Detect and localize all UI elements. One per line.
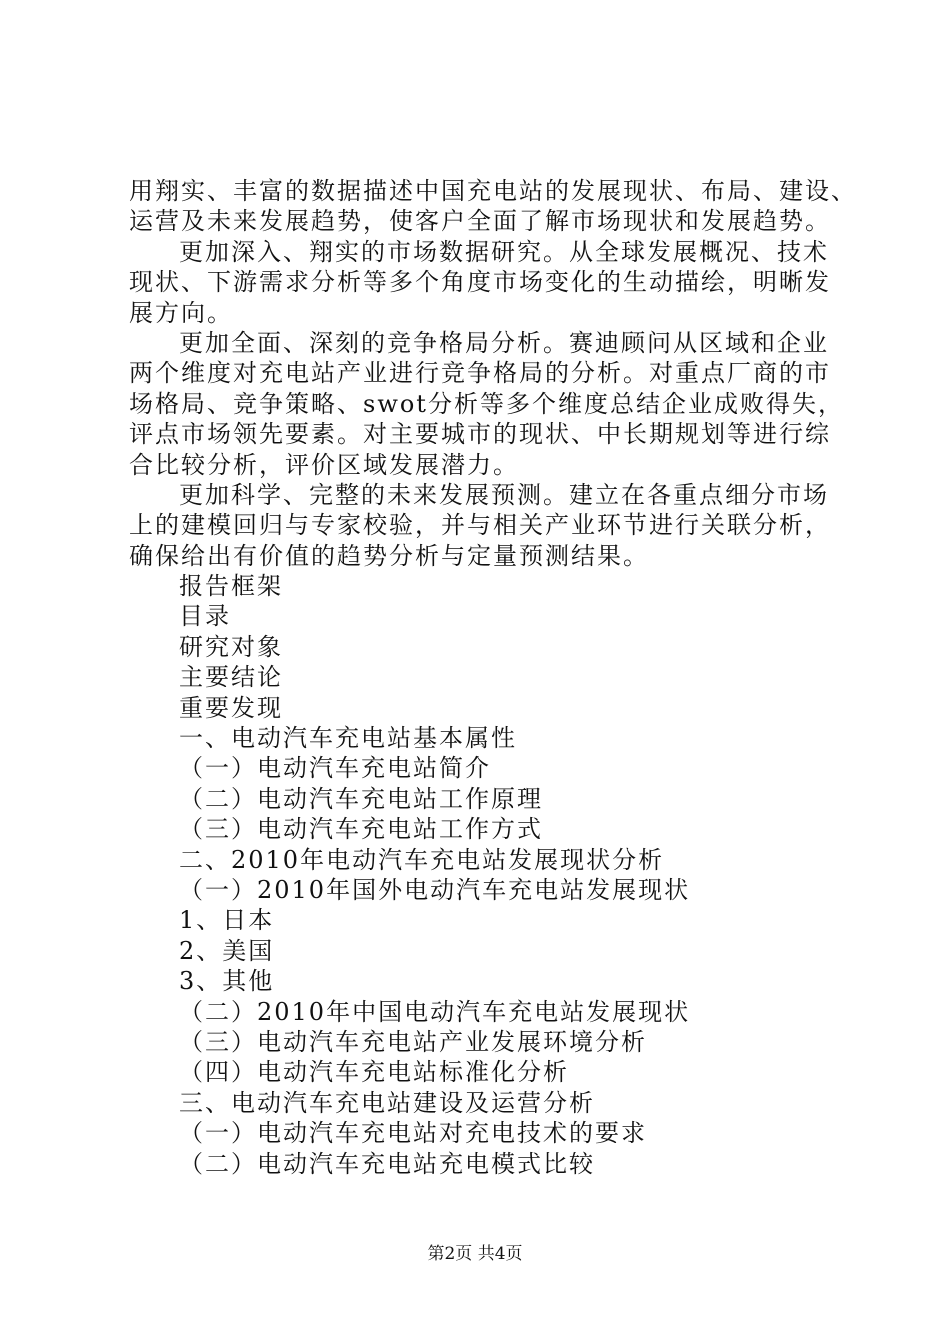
document-body: [129, 176, 857, 1179]
outline-item: 2、美国: [179, 936, 275, 965]
text-line: 运营及未来发展趋势，使客户全面了解市场现状和发展趋势。: [129, 207, 831, 236]
outline-item: （三）电动汽车充电站工作方式: [179, 815, 543, 844]
outline-item: 1、日本: [179, 906, 275, 935]
outline-item: （二）电动汽车充电站充电模式比较: [179, 1149, 595, 1178]
text-line: 现状、下游需求分析等多个角度市场变化的生动描绘，明晰发: [129, 268, 831, 297]
outline-item: 研究对象: [179, 632, 283, 661]
outline-item: （二）2010年中国电动汽车充电站发展现状: [179, 997, 691, 1026]
paragraph: [129, 237, 829, 328]
text-line: 上的建模回归与专家校验，并与相关产业环节进行关联分析，: [129, 511, 831, 540]
outline-item: 报告框架: [179, 572, 283, 601]
outline-item: 目录: [179, 602, 231, 631]
paragraph: [129, 176, 857, 237]
outline-item: 重要发现: [179, 693, 283, 722]
outline-item: 主要结论: [179, 663, 283, 692]
outline-item: 一、电动汽车充电站基本属性: [179, 724, 517, 753]
outline-item: （四）电动汽车充电站标准化分析: [179, 1058, 569, 1087]
outline-item: （二）电动汽车充电站工作原理: [179, 784, 543, 813]
outline-list: [129, 571, 829, 1179]
text-line: 展方向。: [129, 298, 233, 327]
outline-item: 二、2010年电动汽车充电站发展现状分析: [179, 845, 665, 874]
outline-item: （一）电动汽车充电站简介: [179, 754, 491, 783]
text-line: 更加深入、翔实的市场数据研究。从全球发展概况、技术: [179, 237, 829, 266]
text-line: 场格局、竞争策略、swot分析等多个维度总结企业成败得失，: [129, 389, 844, 418]
outline-item: （一）2010年国外电动汽车充电站发展现状: [179, 875, 691, 904]
page-footer: 第2页 共4页: [427, 1244, 523, 1264]
outline-item: 3、其他: [179, 967, 275, 996]
paragraph: [129, 328, 844, 480]
text-line: 合比较分析，评价区域发展潜力。: [129, 450, 519, 479]
text-line: 评点市场领先要素。对主要城市的现状、中长期规划等进行综: [129, 420, 831, 449]
text-line: 两个维度对充电站产业进行竞争格局的分析。对重点厂商的市: [129, 359, 831, 388]
text-line: 更加全面、深刻的竞争格局分析。赛迪顾问从区域和企业: [179, 328, 829, 357]
text-line: 确保给出有价值的趋势分析与定量预测结果。: [129, 541, 649, 570]
text-line: 更加科学、完整的未来发展预测。建立在各重点细分市场: [179, 480, 829, 509]
outline-item: （三）电动汽车充电站产业发展环境分析: [179, 1027, 647, 1056]
text-line: 用翔实、丰富的数据描述中国充电站的发展现状、布局、建设、: [129, 177, 857, 205]
paragraph: [129, 480, 829, 571]
outline-item: （一）电动汽车充电站对充电技术的要求: [179, 1119, 647, 1148]
outline-item: 三、电动汽车充电站建设及运营分析: [179, 1088, 595, 1117]
